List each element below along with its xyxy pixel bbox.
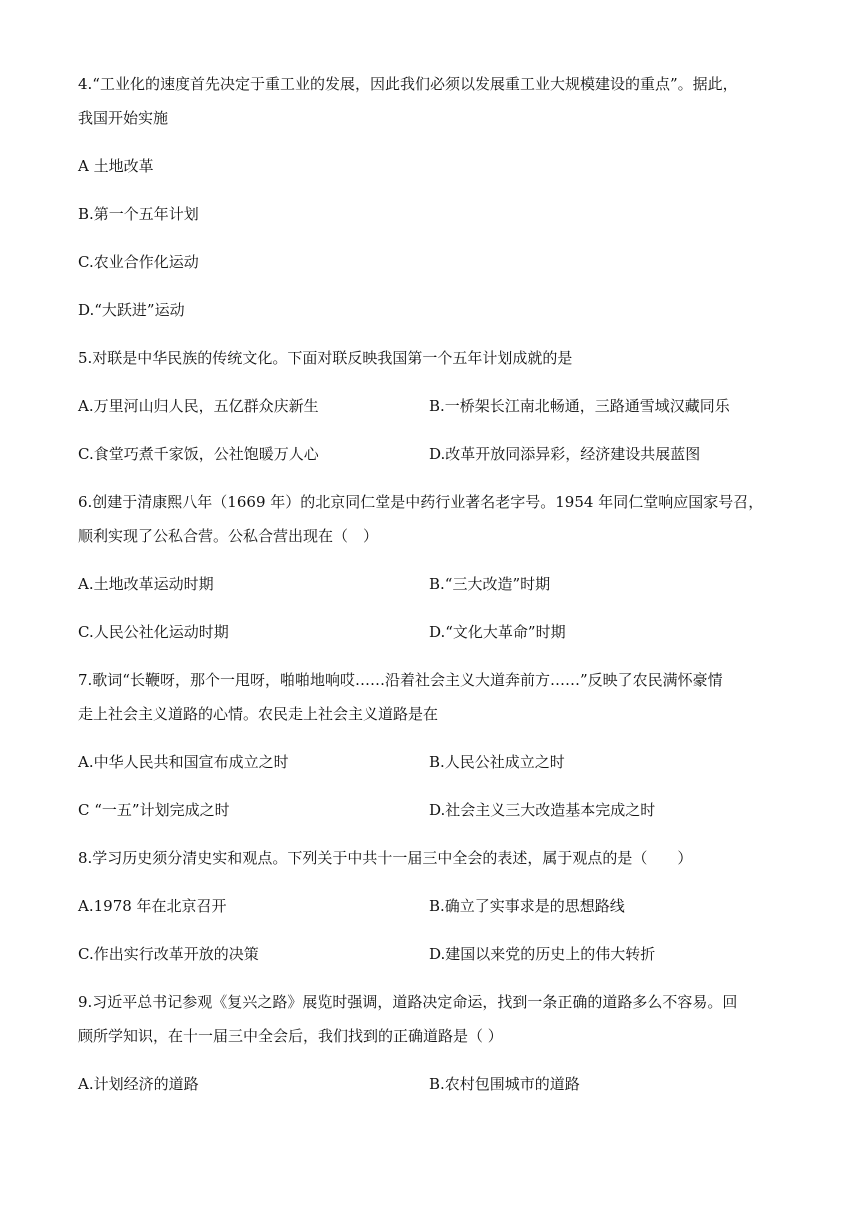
question-4-stem-line-1: 4.“工业化的速度首先决定于重工业的发展，因此我们必须以发展重工业大规模建设的重点”。据此， [78, 75, 738, 93]
question-5-option-d: D.改革开放同添异彩，经济建设共展蓝图 [429, 445, 701, 463]
question-7-option-c: C “一五”计划完成之时 [78, 801, 230, 819]
question-8-stem-line-1: 8.学习历史须分清史实和观点。下列关于中共十一届三中全会的表述，属于观点的是（ ） [78, 849, 693, 867]
question-7-option-d: D.社会主义三大改造基本完成之时 [429, 801, 656, 819]
question-7-stem-line-2: 走上社会主义道路的心情。农民走上社会主义道路是在 [78, 705, 439, 723]
question-6-option-b: B.“三大改造”时期 [429, 575, 551, 593]
question-4-option-c: C.农业合作化运动 [78, 253, 199, 271]
question-6-stem-line-2: 顺利实现了公私合营。公私合营出现在（ ） [78, 527, 379, 545]
question-7-stem-line-1: 7.歌词“长鞭呀，那个一甩呀，啪啪地响哎……沿着社会主义大道奔前方……”反映了农民满怀豪情 [78, 671, 723, 689]
question-5-option-a: A.万里河山归人民，五亿群众庆新生 [78, 397, 319, 415]
question-9-option-b: B.农村包围城市的道路 [429, 1075, 580, 1093]
question-4-option-b: B.第一个五年计划 [78, 205, 199, 223]
question-8-option-b: B.确立了实事求是的思想路线 [429, 897, 625, 915]
question-6-stem-line-1: 6.创建于清康熙八年（1669 年）的北京同仁堂是中药行业著名老字号。1954 年同仁堂响应国家号召， [78, 493, 764, 511]
question-8-option-c: C.作出实行改革开放的决策 [78, 945, 259, 963]
question-6-option-d: D.“文化大革命”时期 [429, 623, 566, 641]
question-4-option-d: D.“大跃进”运动 [78, 301, 185, 319]
question-7-option-b: B.人民公社成立之时 [429, 753, 565, 771]
question-8-option-a: A.1978 年在北京召开 [78, 897, 227, 915]
question-7-option-a: A.中华人民共和国宣布成立之时 [78, 753, 289, 771]
question-5-option-b: B.一桥架长江南北畅通，三路通雪域汉藏同乐 [429, 397, 730, 415]
question-6-option-a: A.土地改革运动时期 [78, 575, 214, 593]
question-9-stem-line-1: 9.习近平总书记参观《复兴之路》展览时强调，道路决定命运，找到一条正确的道路多么不容易。回 [78, 993, 738, 1011]
question-5-option-c: C.食堂巧煮千家饭，公社饱暖万人心 [78, 445, 319, 463]
question-8-option-d: D.建国以来党的历史上的伟大转折 [429, 945, 656, 963]
question-6-option-c: C.人民公社化运动时期 [78, 623, 229, 641]
question-9-stem-line-2: 顾所学知识，在十一届三中全会后，我们找到的正确道路是（ ） [78, 1027, 503, 1045]
question-5-stem-line-1: 5.对联是中华民族的传统文化。下面对联反映我国第一个五年计划成就的是 [78, 349, 573, 367]
question-9-option-a: A.计划经济的道路 [78, 1075, 199, 1093]
question-4-stem-line-2: 我国开始实施 [78, 109, 169, 127]
question-4-option-a: A 土地改革 [78, 157, 154, 175]
